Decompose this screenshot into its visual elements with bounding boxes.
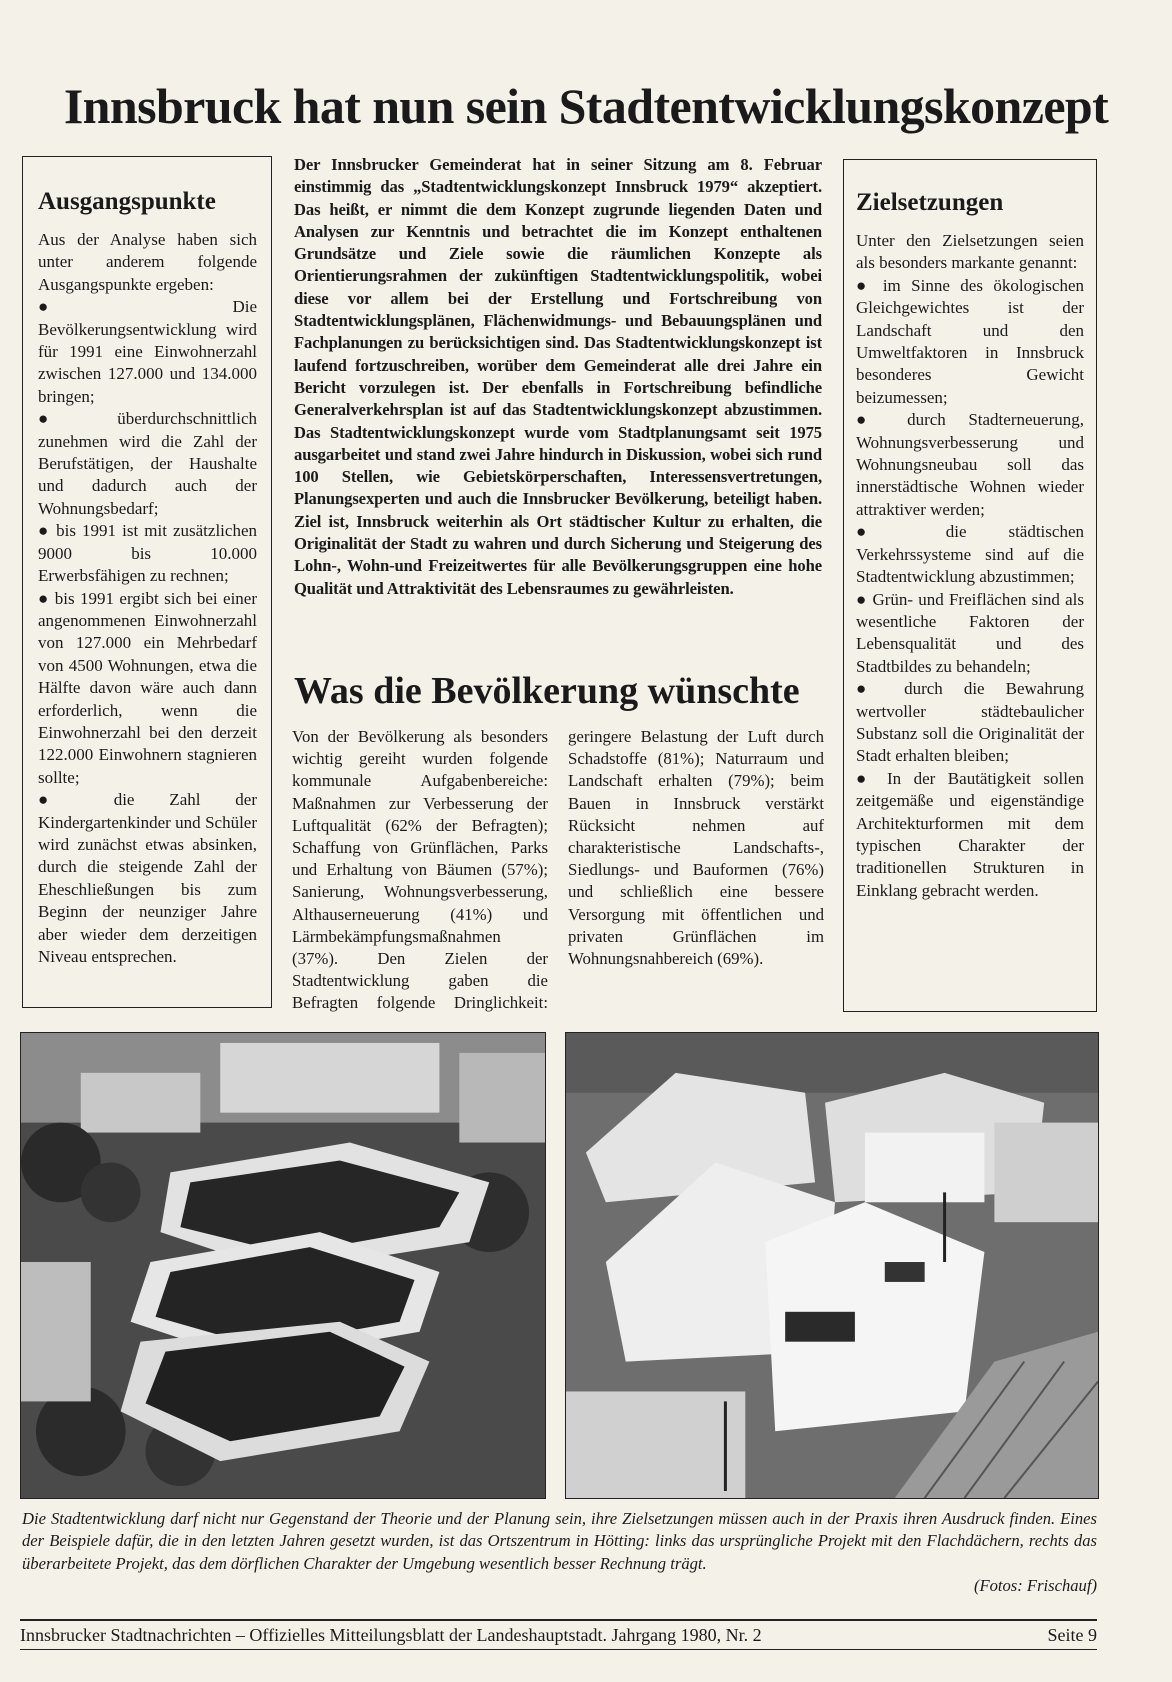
bullet-icon: ● [856,768,875,788]
list-item: ● durch Stadterneuerung, Wohnungsverbesserung und Wohnungsneubau soll das innerstädtische Wohnen wieder attraktiver werden; [856,410,1084,519]
list-item: ● die städtischen Verkehrssysteme sind auf die Stadtentwicklung abzustimmen; [856,522,1084,587]
article-title: Innsbruck hat nun sein Stadtentwicklungskonzept [63,78,1109,134]
list-item: ● im Sinne des ökologischen Gleichgewichtes ist der Landschaft und den Umweltfaktoren in Innsbruck besonderes Gewicht beizumessen; [856,275,1085,407]
bullet-icon: ● [38,521,51,541]
page-number: Seite 9 [1047,1625,1097,1645]
flat-roof-model-image [21,1033,545,1498]
survey-heading: Was die Bevölkerung wünschte [294,670,800,712]
objectives-text [856,230,1084,902]
list-item: ● durch die Bewahrung wertvoller städtebaulicher Substanz soll die Originalität der Stadt erhalten bleiben; [856,679,1084,766]
original-project-model-photo [20,1032,546,1499]
photo-credit: (Fotos: Frischauf) [973,1576,1097,1596]
bullet-icon: ● [38,409,81,429]
list-item: ● Grün- und Freiflächen sind als wesentliche Faktoren der Lebensqualität und des Stadtbildes zu behandeln; [856,589,1085,676]
starting-points-heading: Ausgangspunkte [38,188,216,215]
starting-points-text [38,229,257,968]
photo-caption [22,1508,1097,1598]
bullet-icon: ● [38,588,50,608]
list-item: ● überdurchschnittlich zunehmen wird die Zahl der Berufstätigen, der Haushalte und dadurch auch der Wohnungsbedarf; [38,409,257,518]
lead-paragraph: Der Innsbrucker Gemeinderat hat in seiner Sitzung am 8. Februar einstimmig das „Stadtentwicklungskonzept Innsbruck 1979“ akzeptiert. Das heißt, er nimmt die dem Konzept zugrunde liegenden Daten und Analysen zur Kenntnis und betrachtet die im Konzept enthaltenen Grundsätze und Ziele sowie die räumlichen Konzepte als Orientierungsrahmen der zukünftigen Stadtentwicklungspolitik, wobei diese vor allem bei der Erstellung und Fortschreibung von Stadtentwicklungsplänen, Flächenwidmungs- und Bebauungsplänen und Fachplanungen zu berücksichtigen sind. Das Stadtentwicklungskonzept ist laufend fortzuschreiben, worüber dem Gemeinderat alle drei Jahre ein Bericht vorzulegen ist. Der ebenfalls in Fortschreibung befindliche Generalverkehrsplan ist auf das Stadtentwicklungskonzept abzustimmen. Das Stadtentwicklungskonzept wurde vom Stadtplanungsamt seit 1975 ausgarbeitet und stand zwei Jahre hindurch in Diskussion, wobei sich rund 100 Stellen, wie Gebietskörperschaften, Interessensvertretungen, Planungsexperten und auch die Innsbrucker Bevölkerung, beteiligt haben. Ziel ist, Innsbruck weiterhin als Ort städtischer Kultur zu erhalten, die Originalität der Stadt zu wahren und durch Sicherung und Steigerung des Lohn-, Wohn-und Freizeitwertes für alle Bevölkerungsgruppen eine hohe Qualität und Attraktivität des Lebensraumes zu gewährleisten. [294,155,822,598]
objectives-intro: Unter den Zielsetzungen seien als besonders markante genannt: [856,231,1084,273]
list-item: ● bis 1991 ergibt sich bei einer angenommenen Einwohnerzahl von 127.000 ein Mehrbedarf von 4500 Wohnungen, etwa die Hälfte davon wäre auch dann erforderlich, wenn die Einwohnerzahl bei den derzeit 122.000 Einwohnern stagnieren sollte; [38,588,258,787]
footer-rule [20,1619,1097,1621]
bullet-icon: ● [856,275,873,295]
list-item: ● Die Bevölkerungsentwicklung wird für 1991 eine Einwohnerzahl zwischen 127.000 und 134.000 bringen; [38,297,257,406]
page-footer [20,1622,1097,1648]
caption-text: Die Stadtentwicklung darf nicht nur Gegenstand der Theorie und der Planung sein, ihre Zielsetzungen müssen auch in der Praxis ihren Ausdruck finden. Eines der Beispiele dafür, die in den letzten Jahren gesetzt wurden, ist das Ortszentrum in Hötting: links das ursprüngliche Projekt mit den Flachdächern, rechts das überarbeitete Projekt, das dem dörflichen Charakter der Umgebung wesentlich besser Rechnung trägt. [22,1509,1097,1573]
bullet-icon: ● [38,790,79,810]
objectives-heading: Zielsetzungen [856,189,1004,216]
objectives-box [843,159,1097,1012]
bullet-icon: ● [856,589,868,609]
starting-points-intro: Aus der Analyse haben sich unter anderem folgende Ausgangspunkte ergeben: [38,230,257,294]
bullet-icon: ● [856,679,884,699]
list-item: ● bis 1991 ist mit zusätzlichen 9000 bis 10.000 Erwerbsfähigen zu rechnen; [38,521,257,586]
list-item: ● die Zahl der Kindergartenkinder und Schüler wird zunächst etwas absinken, durch die steigende Zahl der Eheschließungen bis zum Beginn der neunziger Jahre aber wieder dem derzeitigen Niveau entsprechen. [38,790,257,966]
starting-points-box [22,156,272,1008]
publication-line: Innsbrucker Stadtnachrichten – Offizielles Mitteilungsblatt der Landeshauptstadt. Jahrgang 1980, Nr. 2 [20,1625,762,1645]
bullet-icon: ● [856,410,885,430]
revised-project-model-photo [565,1032,1099,1499]
bullet-icon: ● [38,297,139,317]
footer-rule [20,1649,1097,1650]
list-item: ● In der Bautätigkeit sollen zeitgemäße und eigenständige Architekturformen mit dem typischen Charakter der traditionellen Strukturen in Einklang gebracht werden. [856,768,1084,900]
pitched-roof-model-image [566,1033,1098,1498]
bullet-icon: ● [856,522,904,542]
survey-text: Von der Bevölkerung als besonders wichtig gereiht wurden folgende kommunale Aufgabenbereiche: Maßnahmen zur Verbesserung der Luftqualität (62% der Befragten); Schaffung von Grünflächen, Parks und Erhaltung von Bäumen (57%); Sanierung, Wohnungsverbesserung, Althauserneuerung (41%) und Lärmbekämpfungsmaßnahmen (37%). Den Zielen der Stadtentwicklung gaben die Befragten folgende Dringlichkeit: geringere Belastung der Luft durch Schadstoffe (81%); Naturraum und Landschaft erhalten (79%); beim Bauen in Innsbruck verstärkt Rücksicht nehmen auf charakteristische Landschafts-, Siedlungs- und Bauformen (76%) und schließlich eine bessere Versorgung mit öffentlichen und privaten Grünflächen im Wohnungsnahbereich (69%). [292,727,824,1013]
